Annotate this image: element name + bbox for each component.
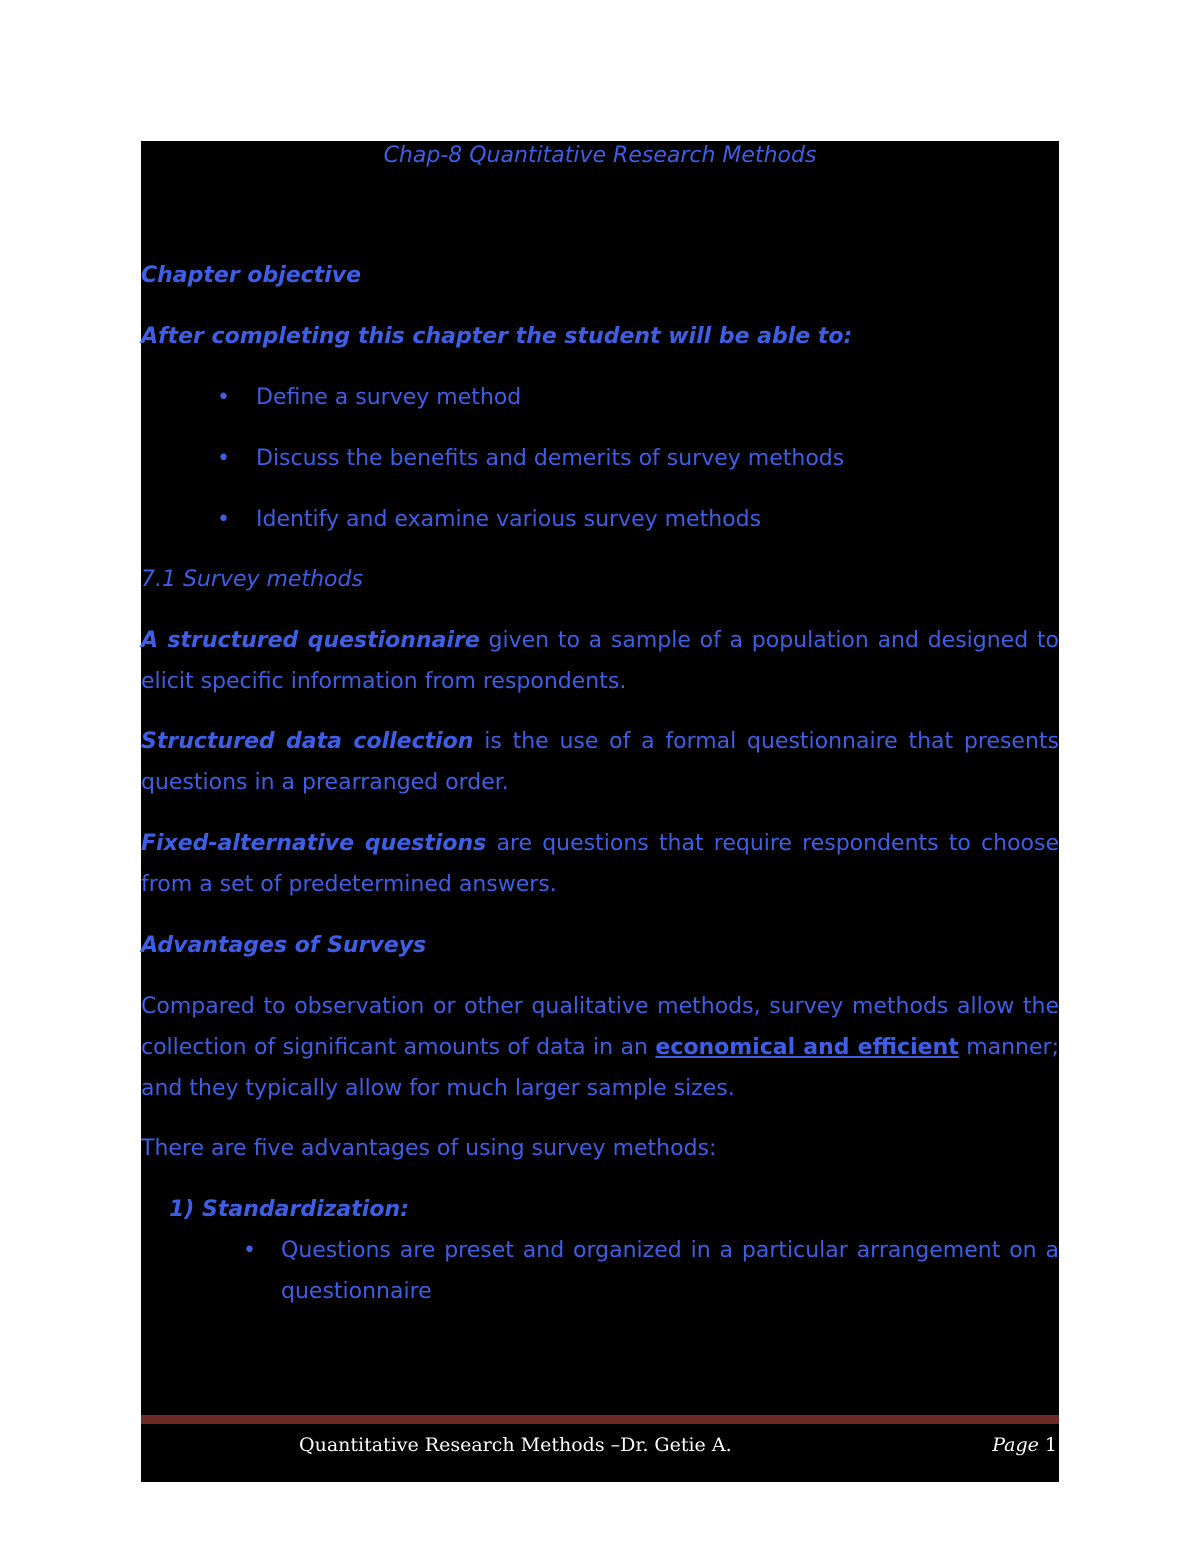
bullet-icon: • bbox=[243, 1238, 256, 1263]
definition-term: Fixed-alternative questions bbox=[141, 831, 487, 856]
footer-divider bbox=[141, 1415, 1059, 1424]
advantages-intro: There are five advantages of using survey methods: bbox=[141, 1136, 717, 1161]
definition-paragraph bbox=[141, 823, 1059, 905]
advantage-bullet: Questions are preset and organized in a particular arrangement on a questionnaire bbox=[281, 1238, 1059, 1304]
footer-title: Quantitative Research Methods –Dr. Getie A. bbox=[299, 1434, 732, 1456]
advantages-emphasis: economical and efficient bbox=[655, 1035, 959, 1060]
definition-paragraph bbox=[141, 721, 1059, 803]
definition-text: given to a sample of a population and designed to elicit specific information from respondents. bbox=[141, 628, 1060, 694]
bullet-icon: • bbox=[217, 446, 230, 471]
definition-term: Structured data collection bbox=[141, 729, 474, 754]
definition-paragraph bbox=[141, 620, 1059, 702]
objective-heading: Chapter objective bbox=[141, 263, 362, 288]
advantages-text: Compared to observation or other qualitative methods, survey methods allow the collection of significant amounts of data in an bbox=[141, 994, 1059, 1060]
objective-item: Identify and examine various survey methods bbox=[256, 507, 762, 532]
definition-term: A structured questionnaire bbox=[141, 628, 480, 653]
page-number bbox=[992, 1431, 1057, 1459]
section-heading: 7.1 Survey methods bbox=[141, 567, 363, 592]
page-label: Page bbox=[992, 1434, 1039, 1456]
advantages-text: manner; and they typically allow for much larger sample sizes. bbox=[141, 1035, 1059, 1101]
definition-text: are questions that require respondents to choose from a set of predetermined answers. bbox=[141, 831, 1060, 897]
advantages-paragraph bbox=[141, 986, 1059, 1109]
advantage-item-heading: 1) Standardization: bbox=[169, 1197, 409, 1222]
bullet-icon: • bbox=[217, 385, 230, 410]
chapter-title: Chap-8 Quantitative Research Methods bbox=[383, 143, 817, 168]
page-number-value: 1 bbox=[1044, 1434, 1057, 1456]
objective-item: Discuss the benefits and demerits of survey methods bbox=[256, 446, 845, 471]
advantages-heading: Advantages of Surveys bbox=[141, 933, 427, 958]
bullet-icon: • bbox=[217, 507, 230, 532]
objective-intro: After completing this chapter the student will be able to: bbox=[141, 324, 853, 349]
definition-text: is the use of a formal questionnaire that presents questions in a prearranged order. bbox=[141, 729, 1059, 795]
objective-item: Define a survey method bbox=[256, 385, 522, 410]
